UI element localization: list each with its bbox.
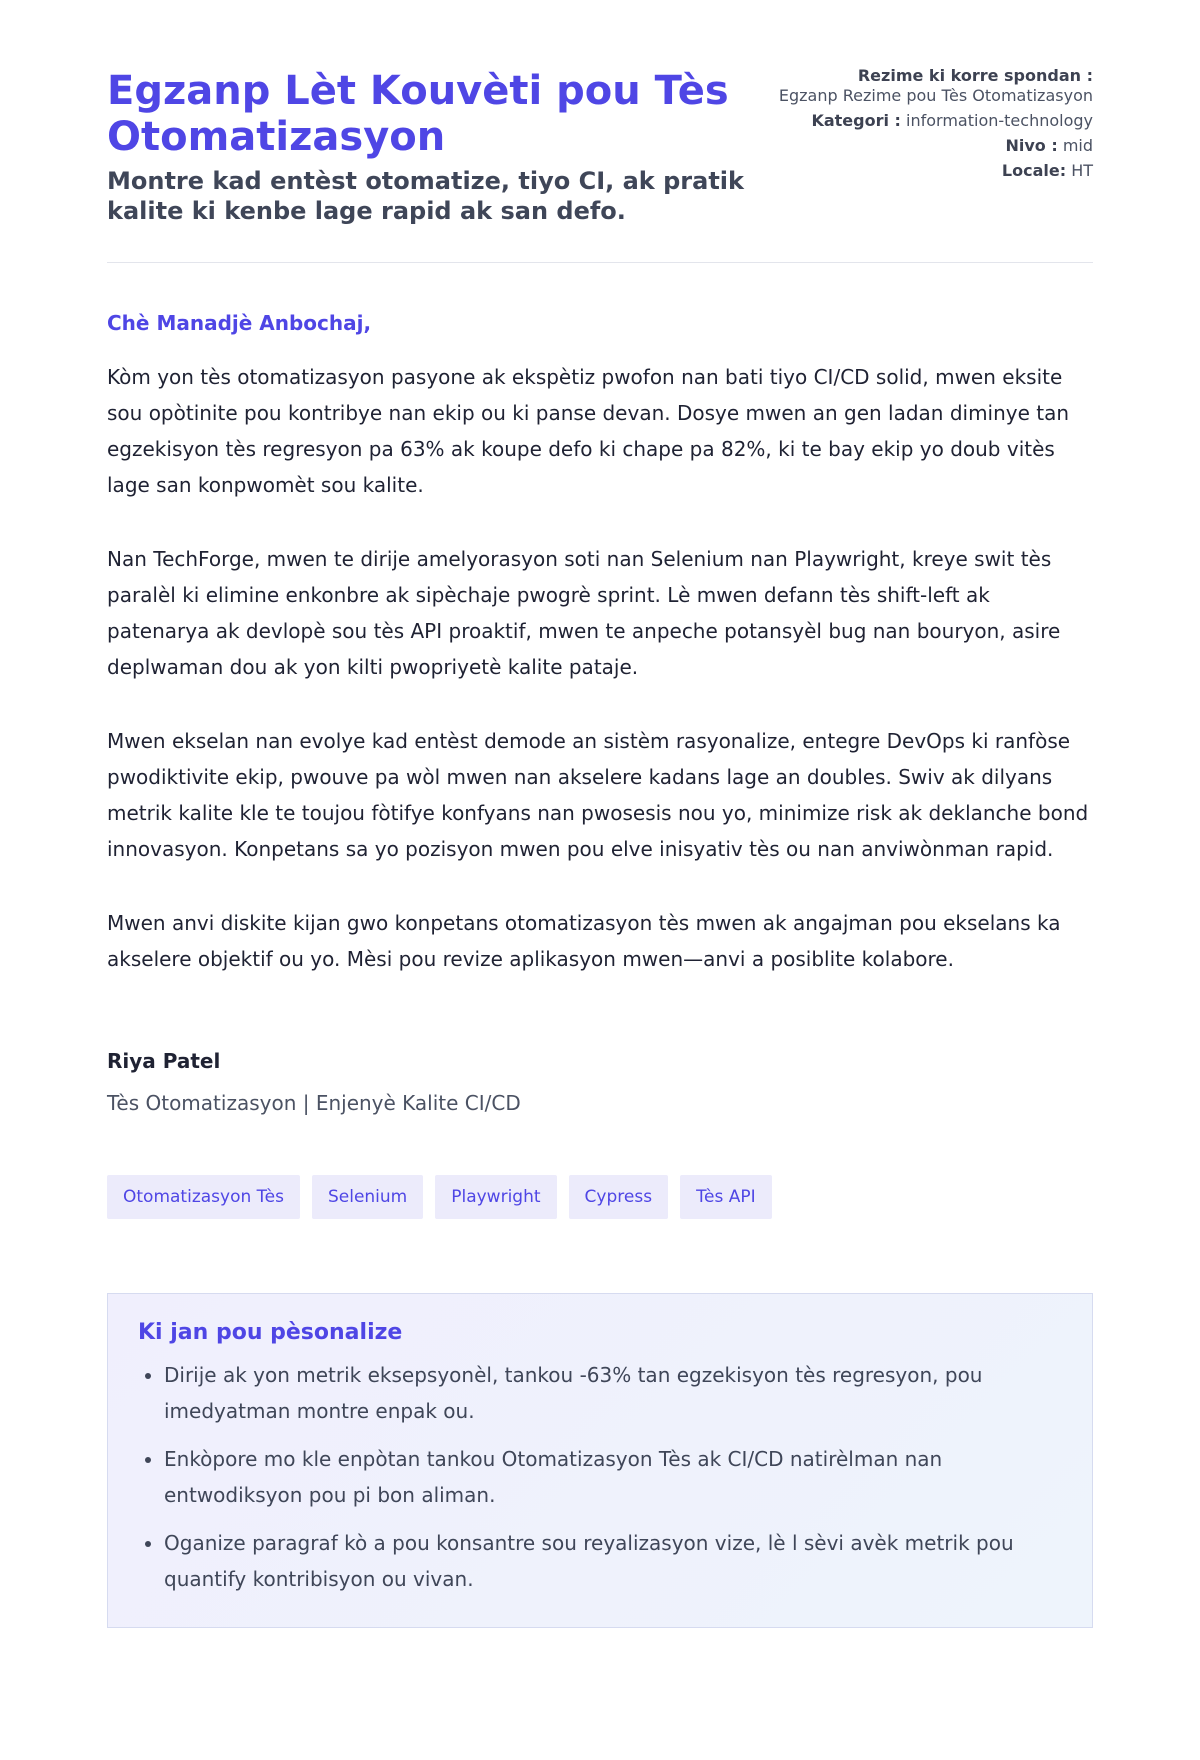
meta-panel bbox=[777, 60, 1093, 186]
meta-resume bbox=[777, 66, 1093, 106]
skill-tag: Otomatizasyon Tès bbox=[107, 1175, 300, 1219]
tip-item: • Dirije ak yon metrik eksepsyonèl, tankou -63% tan egzekisyon tès regresyon, pou imedyatman montre enpak ou. bbox=[164, 1357, 1062, 1429]
header-title-block bbox=[107, 60, 777, 226]
signature-name: Riya Patel bbox=[107, 1049, 221, 1073]
skill-tag: Cypress bbox=[569, 1175, 669, 1219]
meta-category-value: information-technology bbox=[906, 111, 1093, 130]
meta-level-label: Nivo : bbox=[1005, 136, 1058, 155]
page-title: Egzanp Lèt Kouvèti pou Tès Otomatizasyon bbox=[107, 68, 729, 160]
letter-paragraph: Mwen anvi diskite kijan gwo konpetans otomatizasyon tès mwen ak angajman pou ekselans ka akselere objektif ou yo. Mèsi pou revize aplikasyon mwen—anvi a posiblite kolabore. bbox=[107, 911, 1061, 971]
meta-locale-label: Locale: bbox=[1001, 161, 1067, 180]
letter-paragraph: Mwen ekselan nan evolye kad entèst demode an sistèm rasyonalize, entegre DevOps ki ranfòse pwodiktivite ekip, pwouve pa wòl mwen nan akselere kadans lage an doubles. Swiv ak dilyans metrik kalite kle te toujou fòtifye konfyans nan pwosesis nou yo, minimize risk ak deklanche bond innovasyon. Konpetans sa yo pozisyon mwen pou elve inisyativ tès ou nan anviwònman rapid. bbox=[107, 729, 1089, 861]
skill-tag: Selenium bbox=[312, 1175, 423, 1219]
meta-resume-label: Rezime ki korre spondan : bbox=[857, 66, 1093, 85]
meta-level-value: mid bbox=[1062, 136, 1093, 155]
meta-locale bbox=[777, 161, 1093, 181]
meta-category bbox=[777, 111, 1093, 131]
meta-level bbox=[777, 136, 1093, 156]
letter-paragraph: Kòm yon tès otomatizasyon pasyone ak ekspètiz pwofon nan bati tiyo CI/CD solid, mwen eksite sou opòtinite pou kontribye nan ekip ou ki panse devan. Dosye mwen an gen ladan diminye tan egzekisyon tès regresyon pa 63% ak koupe defo ki chape pa 82%, ki te bay ekip yo doub vitès lage san konpwomèt sou kalite. bbox=[107, 365, 1070, 497]
tips-list bbox=[138, 1357, 1062, 1597]
page-subtitle: Montre kad entèst otomatize, tiyo CI, ak pratik kalite ki kenbe lage rapid ak san defo. bbox=[107, 167, 744, 225]
meta-category-label: Kategori : bbox=[811, 111, 901, 130]
customization-tips-box bbox=[107, 1293, 1093, 1628]
tips-title: Ki jan pou pèsonalize bbox=[138, 1320, 403, 1345]
header-divider bbox=[107, 262, 1093, 263]
letter-salutation: Chè Manadjè Anbochaj, bbox=[107, 311, 372, 335]
signature-role: Tès Otomatizasyon | Enjenyè Kalite CI/CD bbox=[107, 1091, 521, 1115]
skill-tag: Playwright bbox=[435, 1175, 556, 1219]
tip-item: • Enkòpore mo kle enpòtan tankou Otomatizasyon Tès ak CI/CD natirèlman nan entwodiksyon pou pi bon aliman. bbox=[164, 1441, 1062, 1513]
meta-locale-value: HT bbox=[1071, 161, 1093, 180]
letter-paragraph: Nan TechForge, mwen te dirije amelyorasyon soti nan Selenium nan Playwright, kreye swit tès paralèl ki elimine enkonbre ak sipèchaje pwogrè sprint. Lè mwen defann tès shift-left ak patenarya ak devlopè sou tès API proaktif, mwen te anpeche potansyèl bug nan bouryon, asire deplwaman dou ak yon kilti pwopriyetè kalite pataje. bbox=[107, 547, 1061, 679]
skill-tags bbox=[107, 1175, 1093, 1219]
skill-tag: Tès API bbox=[680, 1175, 772, 1219]
letter-body bbox=[107, 359, 1093, 977]
signature-block bbox=[107, 1049, 1093, 1115]
meta-resume-value: Egzanp Rezime pou Tès Otomatizasyon bbox=[778, 86, 1093, 105]
tip-item: • Oganize paragraf kò a pou konsantre sou reyalizasyon vize, lè l sèvi avèk metrik pou quantify kontribisyon ou vivan. bbox=[164, 1525, 1062, 1597]
page-header bbox=[107, 60, 1093, 226]
